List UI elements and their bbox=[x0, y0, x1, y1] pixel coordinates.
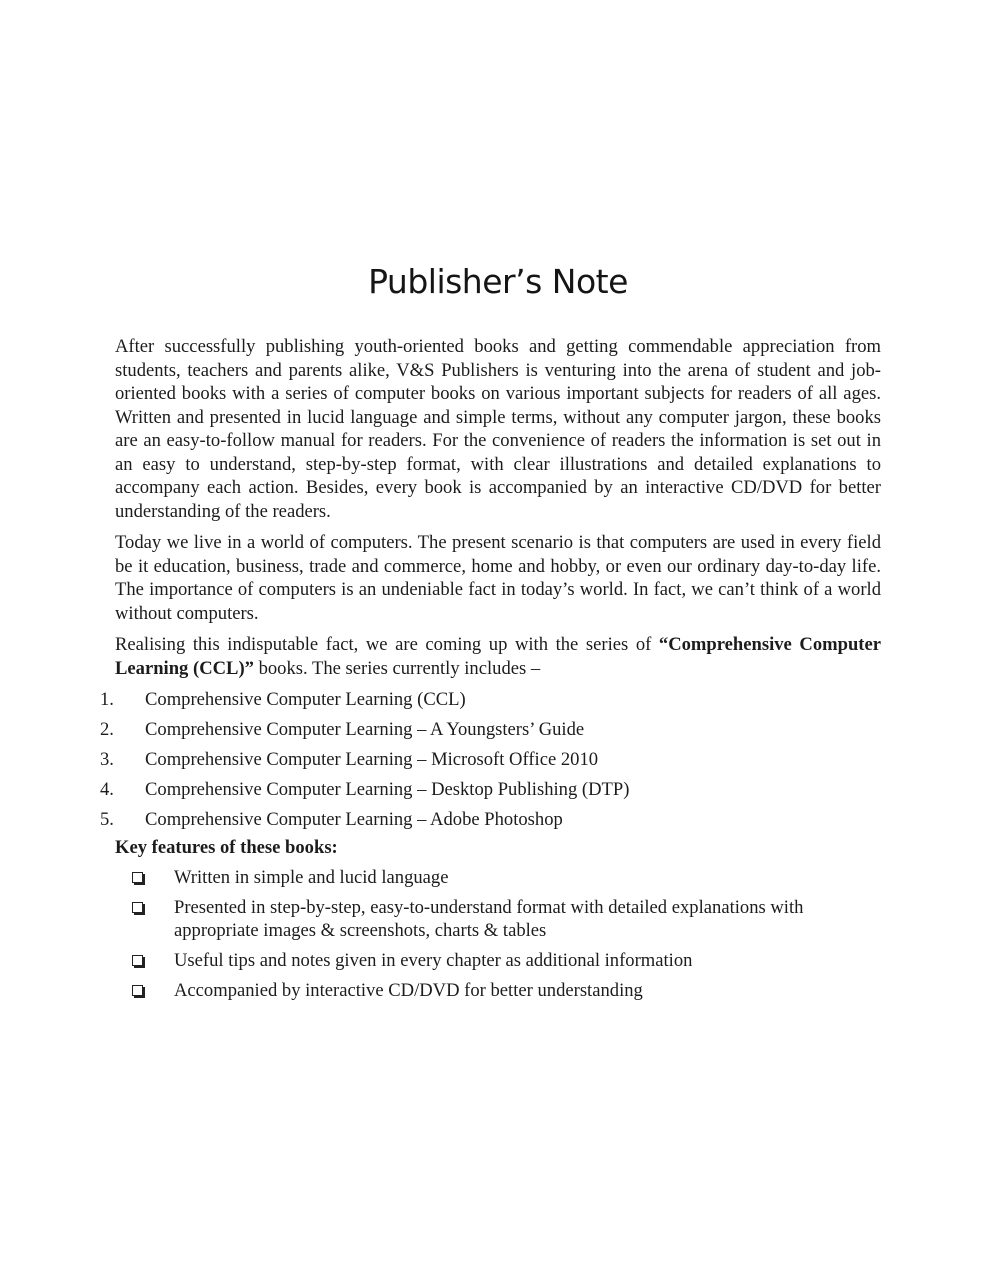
list-item bbox=[100, 778, 881, 808]
intro-paragraph: After successfully publishing youth-oriented books and getting commendable appreciation from students, teachers and parents alike, V&S Publishers is venturing into the arena of student and job-oriented books with a series of computer books on various important subjects for readers of all ages. Written and presented in lucid language and simple terms, without any computer jargon, these books are an easy-to-follow manual for readers. For the convenience of readers the information is set out in an easy to understand, step-by-step format, with clear illustrations and detailed explanations to accompany each action. Besides, every book is accompanied by an interactive CD/DVD for better understanding of the readers. bbox=[115, 336, 881, 522]
list-item-number: 1. bbox=[100, 689, 114, 710]
series-name: “Comprehensive Computer Learning (CCL)” bbox=[115, 634, 881, 679]
checkbox-bullet-icon bbox=[130, 866, 174, 890]
key-features-list bbox=[115, 866, 881, 1003]
list-item-number: 5. bbox=[100, 809, 114, 830]
series-intro-text: Realising this indisputable fact, we are coming up with the series of bbox=[115, 634, 659, 655]
list-item-text: Comprehensive Computer Learning – A Youngsters’ Guide bbox=[145, 719, 585, 740]
list-item bbox=[100, 808, 881, 838]
list-item bbox=[130, 949, 881, 973]
list-item bbox=[130, 896, 881, 943]
list-item bbox=[100, 748, 881, 778]
list-item-text: Useful tips and notes given in every chapter as additional information bbox=[174, 950, 693, 971]
list-item-text: Comprehensive Computer Learning – Adobe Photoshop bbox=[145, 809, 563, 830]
list-item-number: 4. bbox=[100, 779, 114, 800]
list-item-text: Written in simple and lucid language bbox=[174, 866, 449, 888]
page-title: Publisher’s Note bbox=[368, 262, 628, 301]
computers-paragraph: Today we live in a world of computers. The present scenario is that computers are used in every field be it education, business, trade and commerce, home and hobby, or even our ordinary day-to-day life. The importance of computers is an undeniable fact in today’s world. In fact, we can’t think of a world without computers. bbox=[115, 532, 881, 624]
list-item bbox=[100, 688, 881, 718]
checkbox-bullet-icon bbox=[130, 979, 174, 1003]
list-item-number: 3. bbox=[100, 749, 114, 770]
series-list bbox=[100, 688, 881, 838]
list-item bbox=[100, 718, 881, 748]
publishers-note-page bbox=[100, 262, 881, 1009]
series-intro-paragraph bbox=[115, 633, 881, 680]
series-intro-text-end: books. The series currently includes – bbox=[253, 657, 541, 679]
list-item-number: 2. bbox=[100, 719, 114, 740]
list-item-text: Comprehensive Computer Learning – Desktop Publishing (DTP) bbox=[145, 779, 630, 800]
checkbox-bullet-icon bbox=[130, 949, 174, 973]
list-item-text: Presented in step-by-step, easy-to-understand format with detailed explanations with appropriate images & screenshots, charts & tables bbox=[174, 896, 804, 941]
list-item-text: Comprehensive Computer Learning – Microsoft Office 2010 bbox=[145, 749, 599, 770]
list-item bbox=[130, 979, 881, 1003]
key-features-heading: Key features of these books: bbox=[115, 837, 338, 858]
list-item-text: Accompanied by interactive CD/DVD for better understanding bbox=[174, 980, 643, 1001]
list-item bbox=[130, 866, 881, 890]
checkbox-bullet-icon bbox=[130, 896, 174, 943]
list-item-text: Comprehensive Computer Learning (CCL) bbox=[145, 689, 466, 710]
